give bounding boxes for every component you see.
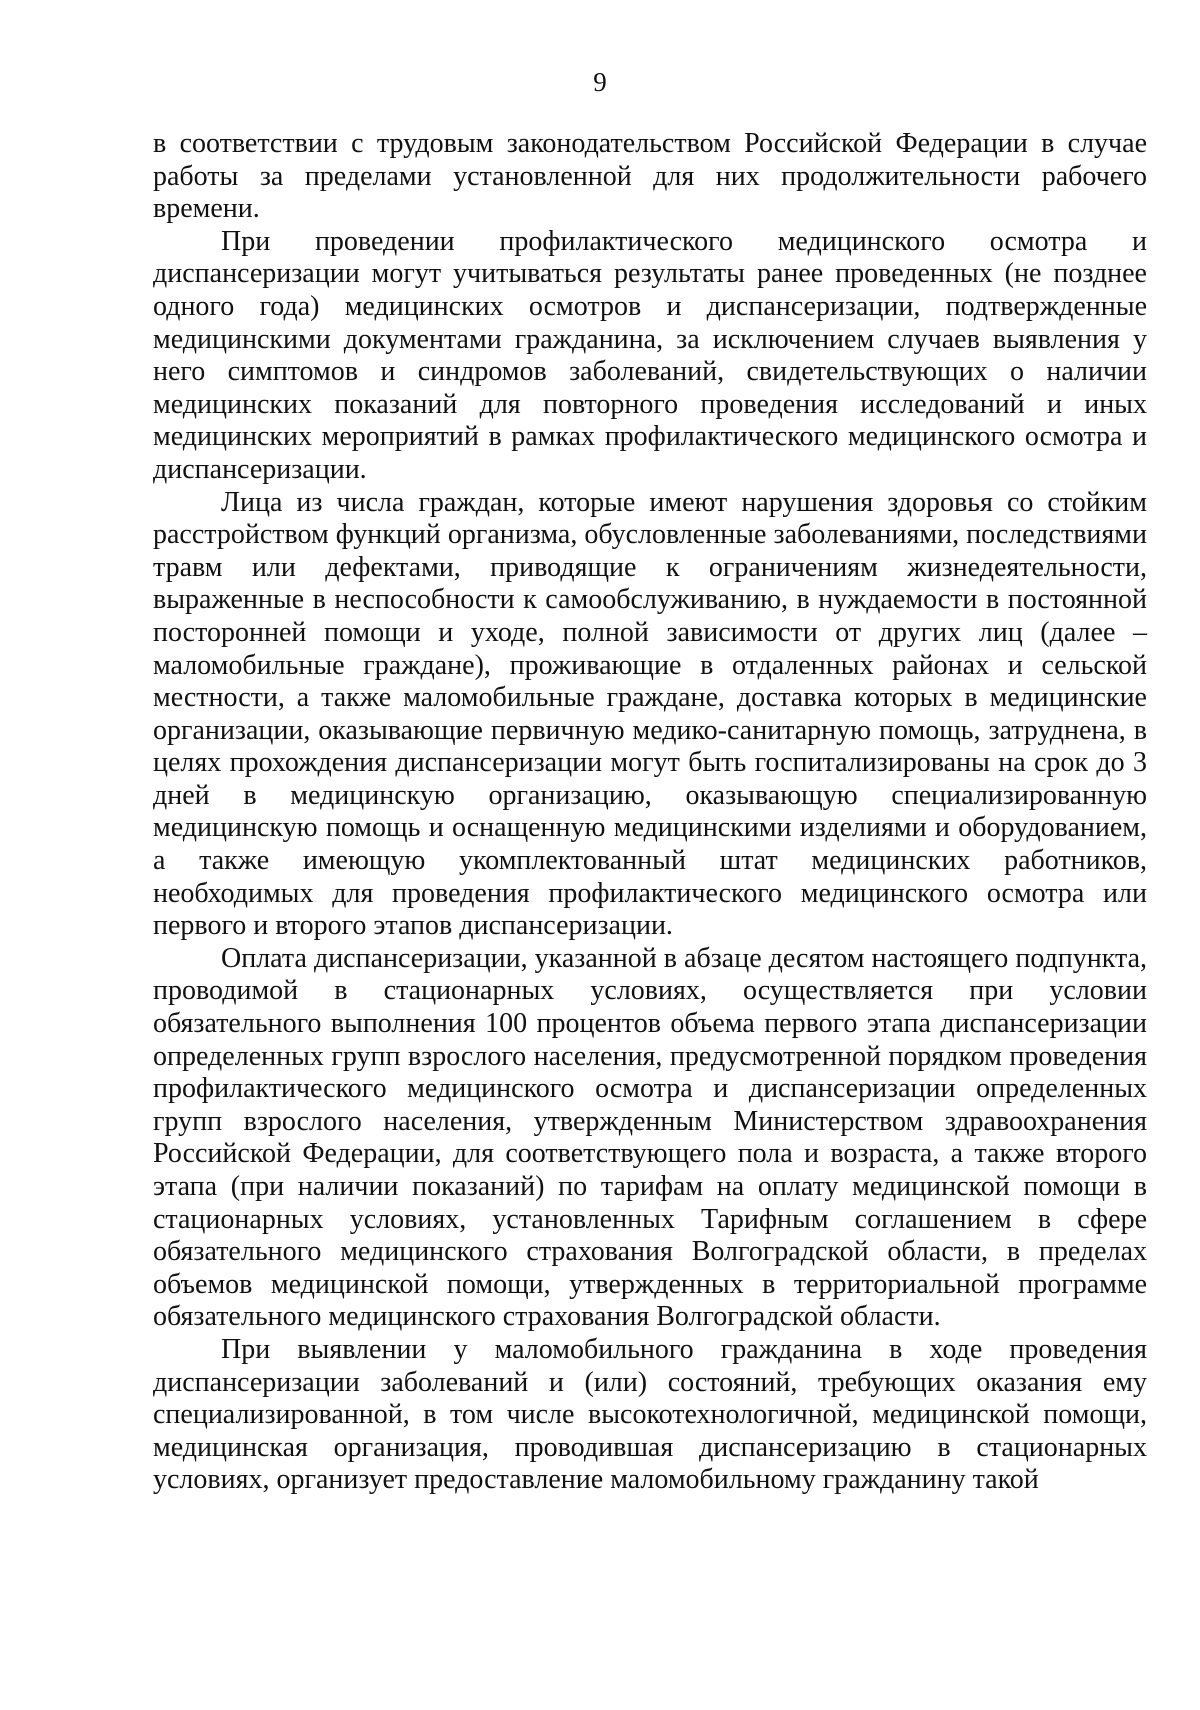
paragraph-specialized-care: При выявлении у маломобильного гражданина в ходе проведения диспансеризации заболеваний и (или) состояний, требующих оказания ему специализированной, в том числе высокотехнологичной, медицинской помощи, медицинская организация, проводившая диспансеризацию в стационарных условиях, организует предоставление маломобильному гражданину такой — [153, 1333, 1147, 1496]
paragraph-low-mobility-citizens: Лица из числа граждан, которые имеют нарушения здоровья со стойким расстройством функций организма, обусловленные заболеваниями, последствиями травм или дефектами, приводящие к ограничениям жизнедеятельности, выраженные в неспособности к самообслуживанию, в нуждаемости в постоянной посторонней помощи и уходе, полной зависимости от других лиц (далее – маломобильные граждане), проживающие в отдаленных районах и сельской местности, а также маломобильные граждане, доставка которых в медицинские организации, оказывающие первичную медико-санитарную помощь, затруднена, в целях прохождения диспансеризации могут быть госпитализированы на срок до 3 дней в медицинскую организацию, оказывающую специализированную медицинскую помощь и оснащенную медицинскими изделиями и оборудованием, а также имеющую укомплектованный штат медицинских работников, необходимых для проведения профилактического медицинского осмотра или первого и второго этапов диспансеризации. — [153, 486, 1147, 942]
paragraph-prior-examinations: При проведении профилактического медицинского осмотра и диспансеризации могут учитываться результаты ранее проведенных (не позднее одного года) медицинских осмотров и диспансеризации, подтвержденные медицинскими документами гражданина, за исключением случаев выявления у него симптомов и синдромов заболеваний, свидетельствующих о наличии медицинских показаний для повторного проведения исследований и иных медицинских мероприятий в рамках профилактического медицинского осмотра и диспансеризации. — [153, 225, 1147, 485]
paragraph-continuation: в соответствии с трудовым законодательством Российской Федерации в случае работы за пределами установленной для них продолжительности рабочего времени. — [153, 128, 1147, 225]
paragraph-payment-terms: Оплата диспансеризации, указанной в абзаце десятом настоящего подпункта, проводимой в стационарных условиях, осуществляется при условии обязательного выполнения 100 процентов объема первого этапа диспансеризации определенных групп взрослого населения, предусмотренной порядком проведения профилактического медицинского осмотра и диспансеризации определенных групп взрослого населения, утвержденным Министерством здравоохранения Российской Федерации, для соответствующего пола и возраста, а также второго этапа (при наличии показаний) по тарифам на оплату медицинской помощи в стационарных условиях, установленных Тарифным соглашением в сфере обязательного медицинского страхования Волгоградской области, в пределах объемов медицинской помощи, утвержденных в территориальной программе обязательного медицинского страхования Волгоградской области. — [153, 942, 1147, 1333]
page-number: 9 — [593, 67, 607, 97]
document-body — [153, 128, 1147, 1497]
